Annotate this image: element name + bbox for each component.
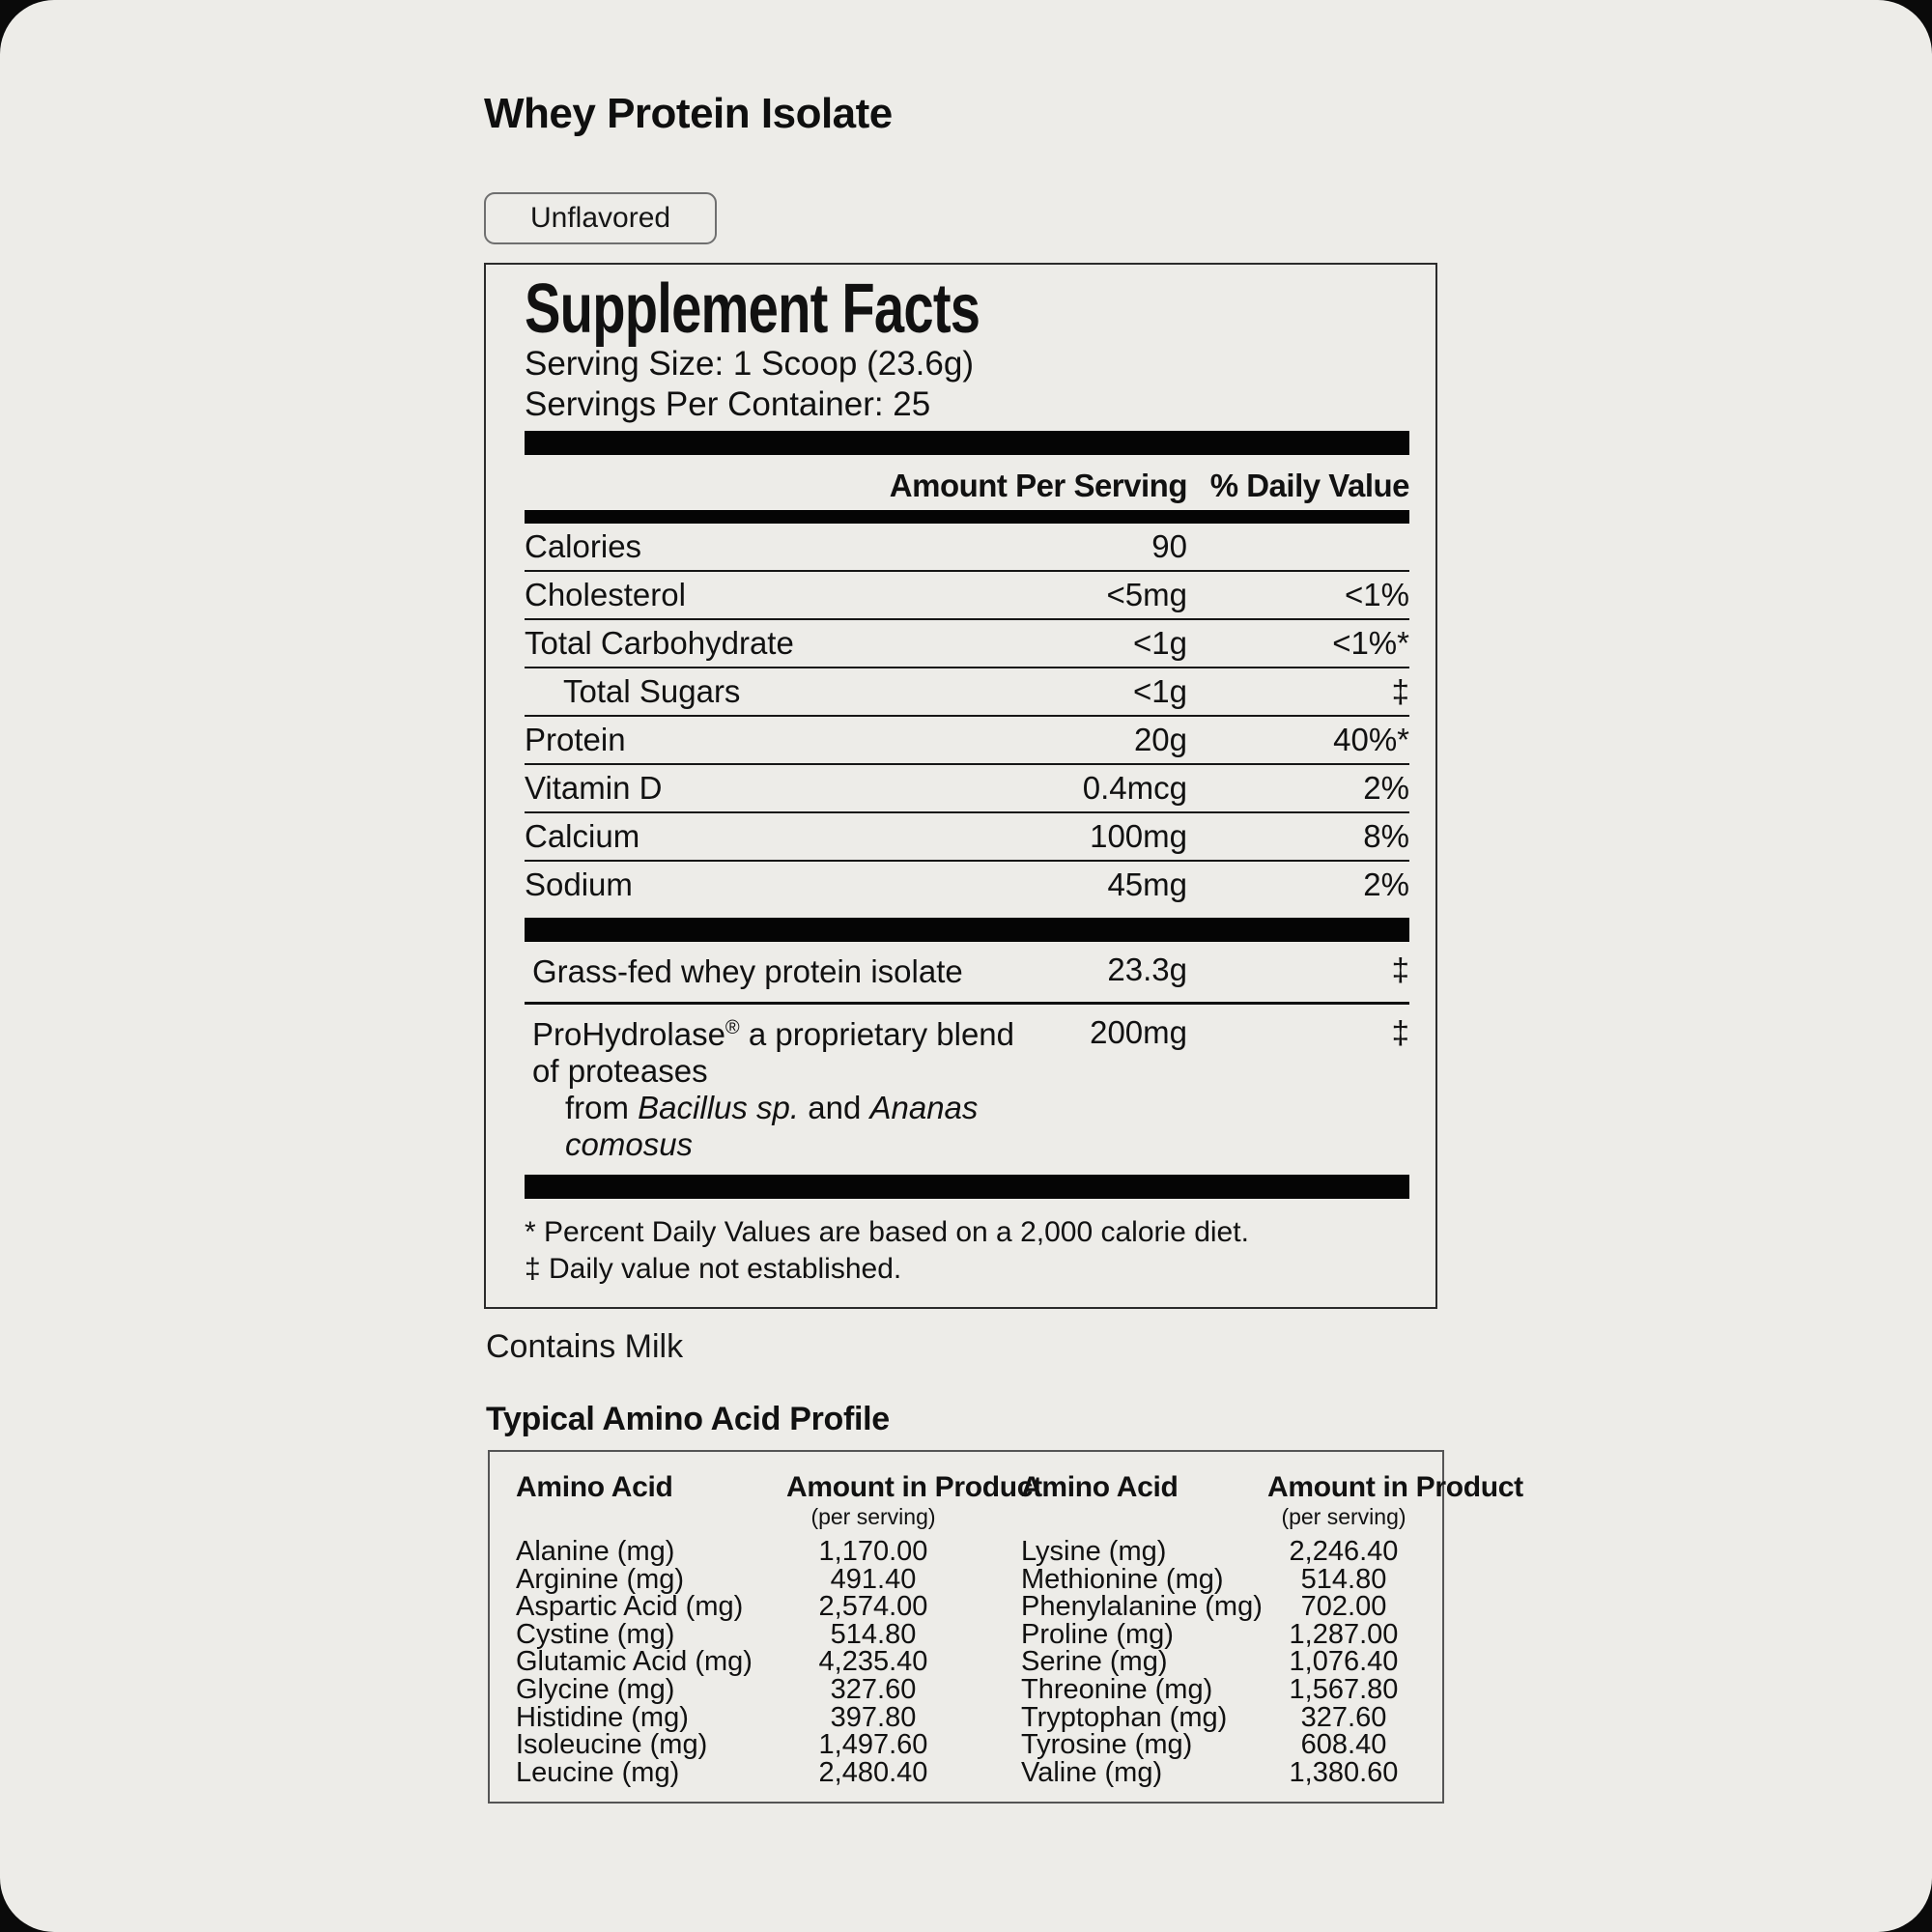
amino-value: 1,170.00 bbox=[818, 1536, 928, 1567]
nutrient-dv: 2% bbox=[1363, 867, 1409, 902]
ingredient-row-grass-fed-whey bbox=[525, 942, 1409, 1005]
amino-name: Proline (mg) bbox=[1021, 1618, 1174, 1650]
amino-name: Methionine (mg) bbox=[1021, 1563, 1224, 1595]
nutrient-row-cholesterol bbox=[525, 572, 1409, 620]
amino-name: Alanine (mg) bbox=[516, 1536, 675, 1567]
ingredient-name bbox=[525, 1016, 1023, 1163]
amino-value: 1,567.80 bbox=[1289, 1673, 1399, 1705]
amino-acid-table bbox=[488, 1450, 1523, 1804]
nutrient-name: Calories bbox=[525, 528, 642, 564]
amino-name: Cystine (mg) bbox=[516, 1618, 675, 1650]
prohydrolase-line2: from Bacillus sp. and Ananas comosus bbox=[565, 1090, 979, 1162]
ingredient-row-prohydrolase bbox=[525, 1005, 1409, 1175]
divider-bar-thick bbox=[525, 431, 1409, 455]
amino-value: 4,235.40 bbox=[818, 1646, 928, 1678]
species-name: Ananas comosus bbox=[565, 1090, 979, 1162]
serving-size: Serving Size: 1 Scoop (23.6g) bbox=[525, 345, 974, 383]
amino-value: 2,574.00 bbox=[818, 1591, 928, 1623]
supplement-facts-title: Supplement Facts bbox=[525, 270, 980, 348]
amino-value: 1,287.00 bbox=[1289, 1618, 1399, 1650]
nutrient-name: Calcium bbox=[525, 818, 640, 854]
amino-name: Aspartic Acid (mg) bbox=[516, 1591, 744, 1623]
amino-value: 327.60 bbox=[1300, 1701, 1387, 1733]
nutrient-name: Vitamin D bbox=[525, 770, 663, 806]
species-name: Bacillus sp. bbox=[638, 1090, 800, 1125]
nutrient-row-calcium bbox=[525, 813, 1409, 862]
amino-name: Tryptophan (mg) bbox=[1021, 1701, 1228, 1733]
ingredient-dv: ‡ bbox=[1391, 952, 1409, 987]
allergen-statement: Contains Milk bbox=[486, 1328, 684, 1365]
content-column bbox=[484, 90, 1523, 1804]
amino-value: 2,480.40 bbox=[818, 1756, 928, 1788]
per-serving-subheader: (per serving) bbox=[810, 1504, 936, 1529]
nutrient-row-vitamin-d bbox=[525, 765, 1409, 813]
nutrient-amount: <1g bbox=[1133, 625, 1187, 661]
amino-name: Leucine (mg) bbox=[516, 1756, 680, 1788]
amino-name: Histidine (mg) bbox=[516, 1701, 689, 1733]
nutrient-name: Total Carbohydrate bbox=[525, 625, 794, 661]
amino-name: Arginine (mg) bbox=[516, 1563, 685, 1595]
nutrient-amount: <1g bbox=[1133, 673, 1187, 709]
amino-name: Isoleucine (mg) bbox=[516, 1729, 708, 1761]
footnotes bbox=[525, 1214, 1409, 1288]
nutrient-dv: 40%* bbox=[1333, 722, 1409, 757]
nutrient-amount: 0.4mcg bbox=[1082, 770, 1187, 806]
amino-value: 608.40 bbox=[1300, 1729, 1387, 1761]
amino-acid-column-header: Amino Acid bbox=[1021, 1471, 1179, 1503]
amino-name: Tyrosine (mg) bbox=[1021, 1729, 1193, 1761]
nutrient-dv: 8% bbox=[1363, 818, 1409, 854]
nutrient-row-total-sugars bbox=[525, 668, 1409, 717]
facts-column-headers bbox=[525, 455, 1409, 510]
supplement-facts-panel bbox=[484, 263, 1437, 1309]
divider-bar-thick bbox=[525, 918, 1409, 942]
amino-acid-column-header: Amino Acid bbox=[516, 1471, 673, 1503]
ingredient-dv: ‡ bbox=[1391, 1014, 1409, 1050]
servings-per-container: Servings Per Container: 25 bbox=[525, 385, 931, 423]
amino-value: 491.40 bbox=[830, 1563, 917, 1595]
registered-mark: ® bbox=[724, 1017, 740, 1038]
amino-value: 327.60 bbox=[830, 1673, 917, 1705]
nutrient-amount: 100mg bbox=[1090, 818, 1187, 854]
amino-value: 2,246.40 bbox=[1289, 1536, 1399, 1567]
flavor-chip-unflavored[interactable]: Unflavored bbox=[484, 192, 717, 244]
prohydrolase-line1: ProHydrolase® a proprietary blend of proteases bbox=[532, 1016, 1015, 1089]
amino-value: 1,076.40 bbox=[1289, 1646, 1399, 1678]
nutrient-amount: 20g bbox=[1133, 722, 1187, 757]
nutrient-row-protein bbox=[525, 717, 1409, 765]
amino-value: 514.80 bbox=[830, 1618, 917, 1650]
amino-value: 702.00 bbox=[1300, 1591, 1387, 1623]
ingredient-amount: 200mg bbox=[1090, 1014, 1187, 1050]
amino-table-right-columns bbox=[1021, 1471, 1523, 1788]
amino-name: Serine (mg) bbox=[1021, 1646, 1168, 1678]
amino-name: Glycine (mg) bbox=[516, 1673, 675, 1705]
amino-value: 1,380.60 bbox=[1289, 1756, 1399, 1788]
nutrient-amount: 90 bbox=[1151, 528, 1187, 564]
nutrient-row-total-carbohydrate bbox=[525, 620, 1409, 668]
amino-name: Phenylalanine (mg) bbox=[1021, 1591, 1263, 1623]
nutrient-dv: ‡ bbox=[1391, 673, 1409, 709]
daily-value-header: % Daily Value bbox=[1209, 468, 1409, 503]
ingredient-amount: 23.3g bbox=[1107, 952, 1187, 987]
nutrient-amount: <5mg bbox=[1106, 577, 1187, 612]
amino-name: Threonine (mg) bbox=[1021, 1673, 1213, 1705]
divider-bar-thick bbox=[525, 1175, 1409, 1199]
amino-profile-heading: Typical Amino Acid Profile bbox=[486, 1401, 890, 1437]
ingredient-name: Grass-fed whey protein isolate bbox=[532, 953, 963, 989]
amount-column-header: Amount in Product bbox=[786, 1471, 1042, 1503]
nutrient-row-calories bbox=[525, 524, 1409, 572]
page-title: Whey Protein Isolate bbox=[484, 90, 893, 137]
amino-value: 397.80 bbox=[830, 1701, 917, 1733]
footnote-not-established: ‡ Daily value not established. bbox=[525, 1253, 902, 1285]
amount-column-header: Amount in Product bbox=[1267, 1471, 1523, 1503]
nutrient-dv: <1% bbox=[1345, 577, 1409, 612]
nutrient-name: Protein bbox=[525, 722, 626, 757]
amino-name: Glutamic Acid (mg) bbox=[516, 1646, 753, 1678]
nutrient-name: Sodium bbox=[525, 867, 633, 902]
amino-name: Lysine (mg) bbox=[1021, 1536, 1167, 1567]
amino-table-left-columns bbox=[516, 1471, 1042, 1788]
nutrient-dv: 2% bbox=[1363, 770, 1409, 806]
amount-per-serving-header: Amount Per Serving bbox=[889, 468, 1187, 503]
nutrient-dv: <1%* bbox=[1332, 625, 1409, 661]
nutrient-amount: 45mg bbox=[1107, 867, 1187, 902]
amino-value: 514.80 bbox=[1300, 1563, 1387, 1595]
nutrient-name: Cholesterol bbox=[525, 577, 686, 612]
nutrient-name: Total Sugars bbox=[563, 673, 741, 709]
per-serving-subheader: (per serving) bbox=[1281, 1504, 1406, 1529]
footnote-daily-values: * Percent Daily Values are based on a 2,000 calorie diet. bbox=[525, 1216, 1249, 1248]
nutrient-row-sodium bbox=[525, 862, 1409, 918]
amino-name: Valine (mg) bbox=[1021, 1756, 1163, 1788]
amino-value: 1,497.60 bbox=[818, 1729, 928, 1761]
divider-bar-thin bbox=[525, 510, 1409, 524]
